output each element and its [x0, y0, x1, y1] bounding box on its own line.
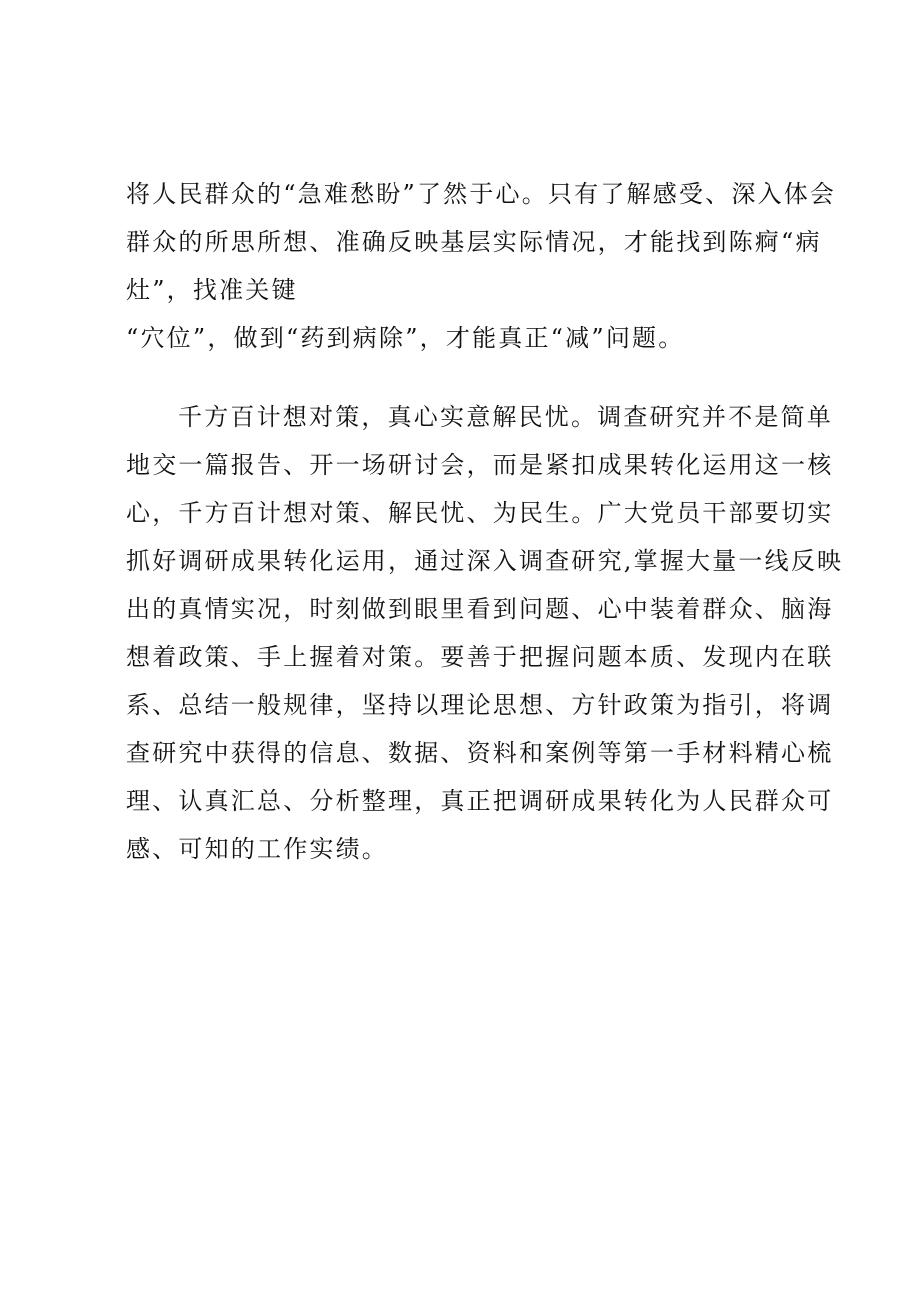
paragraph-line: 系、总结一般规律，坚持以理论思想、方针政策为指引，将调 [126, 691, 834, 719]
paragraph-line: 灶”，找准关键 [126, 276, 298, 304]
paragraph-line: 理、认真汇总、分析整理，真正把调研成果转化为人民群众可 [126, 787, 834, 815]
paragraph-2 [126, 393, 844, 873]
paragraph-line: 地交一篇报告、开一场研讨会，而是紧扣成果转化运用这一核 [126, 451, 834, 479]
paragraph-line: 查研究中获得的信息、数据、资料和案例等第一手材料精心梳 [126, 739, 834, 767]
paragraph-line: 感、可知的工作实绩。 [126, 835, 388, 863]
paragraph-line: 将人民群众的“急难愁盼”了然于心。只有了解感受、深入体会 [126, 180, 837, 208]
paragraph-line: 想着政策、手上握着对策。要善于把握问题本质、发现内在联 [126, 643, 834, 671]
paragraph-line: 千方百计想对策，真心实意解民忧。调查研究并不是简单 [178, 403, 833, 431]
paragraph-line: 出的真情实况，时刻做到眼里看到问题、心中装着群众、脑海 [126, 595, 834, 623]
paragraph-1 [126, 170, 837, 362]
paragraph-line: 抓好调研成果转化运用，通过深入调查研究,掌握大量一线反映 [126, 547, 844, 575]
paragraph-line: 心，千方百计想对策、解民忧、为民生。广大党员干部要切实 [126, 499, 834, 527]
paragraph-line: “穴位”，做到“药到病除”，才能真正“减”问题。 [126, 324, 685, 352]
paragraph-line: 群众的所思所想、准确反映基层实际情况，才能找到陈痾“病 [126, 228, 822, 256]
